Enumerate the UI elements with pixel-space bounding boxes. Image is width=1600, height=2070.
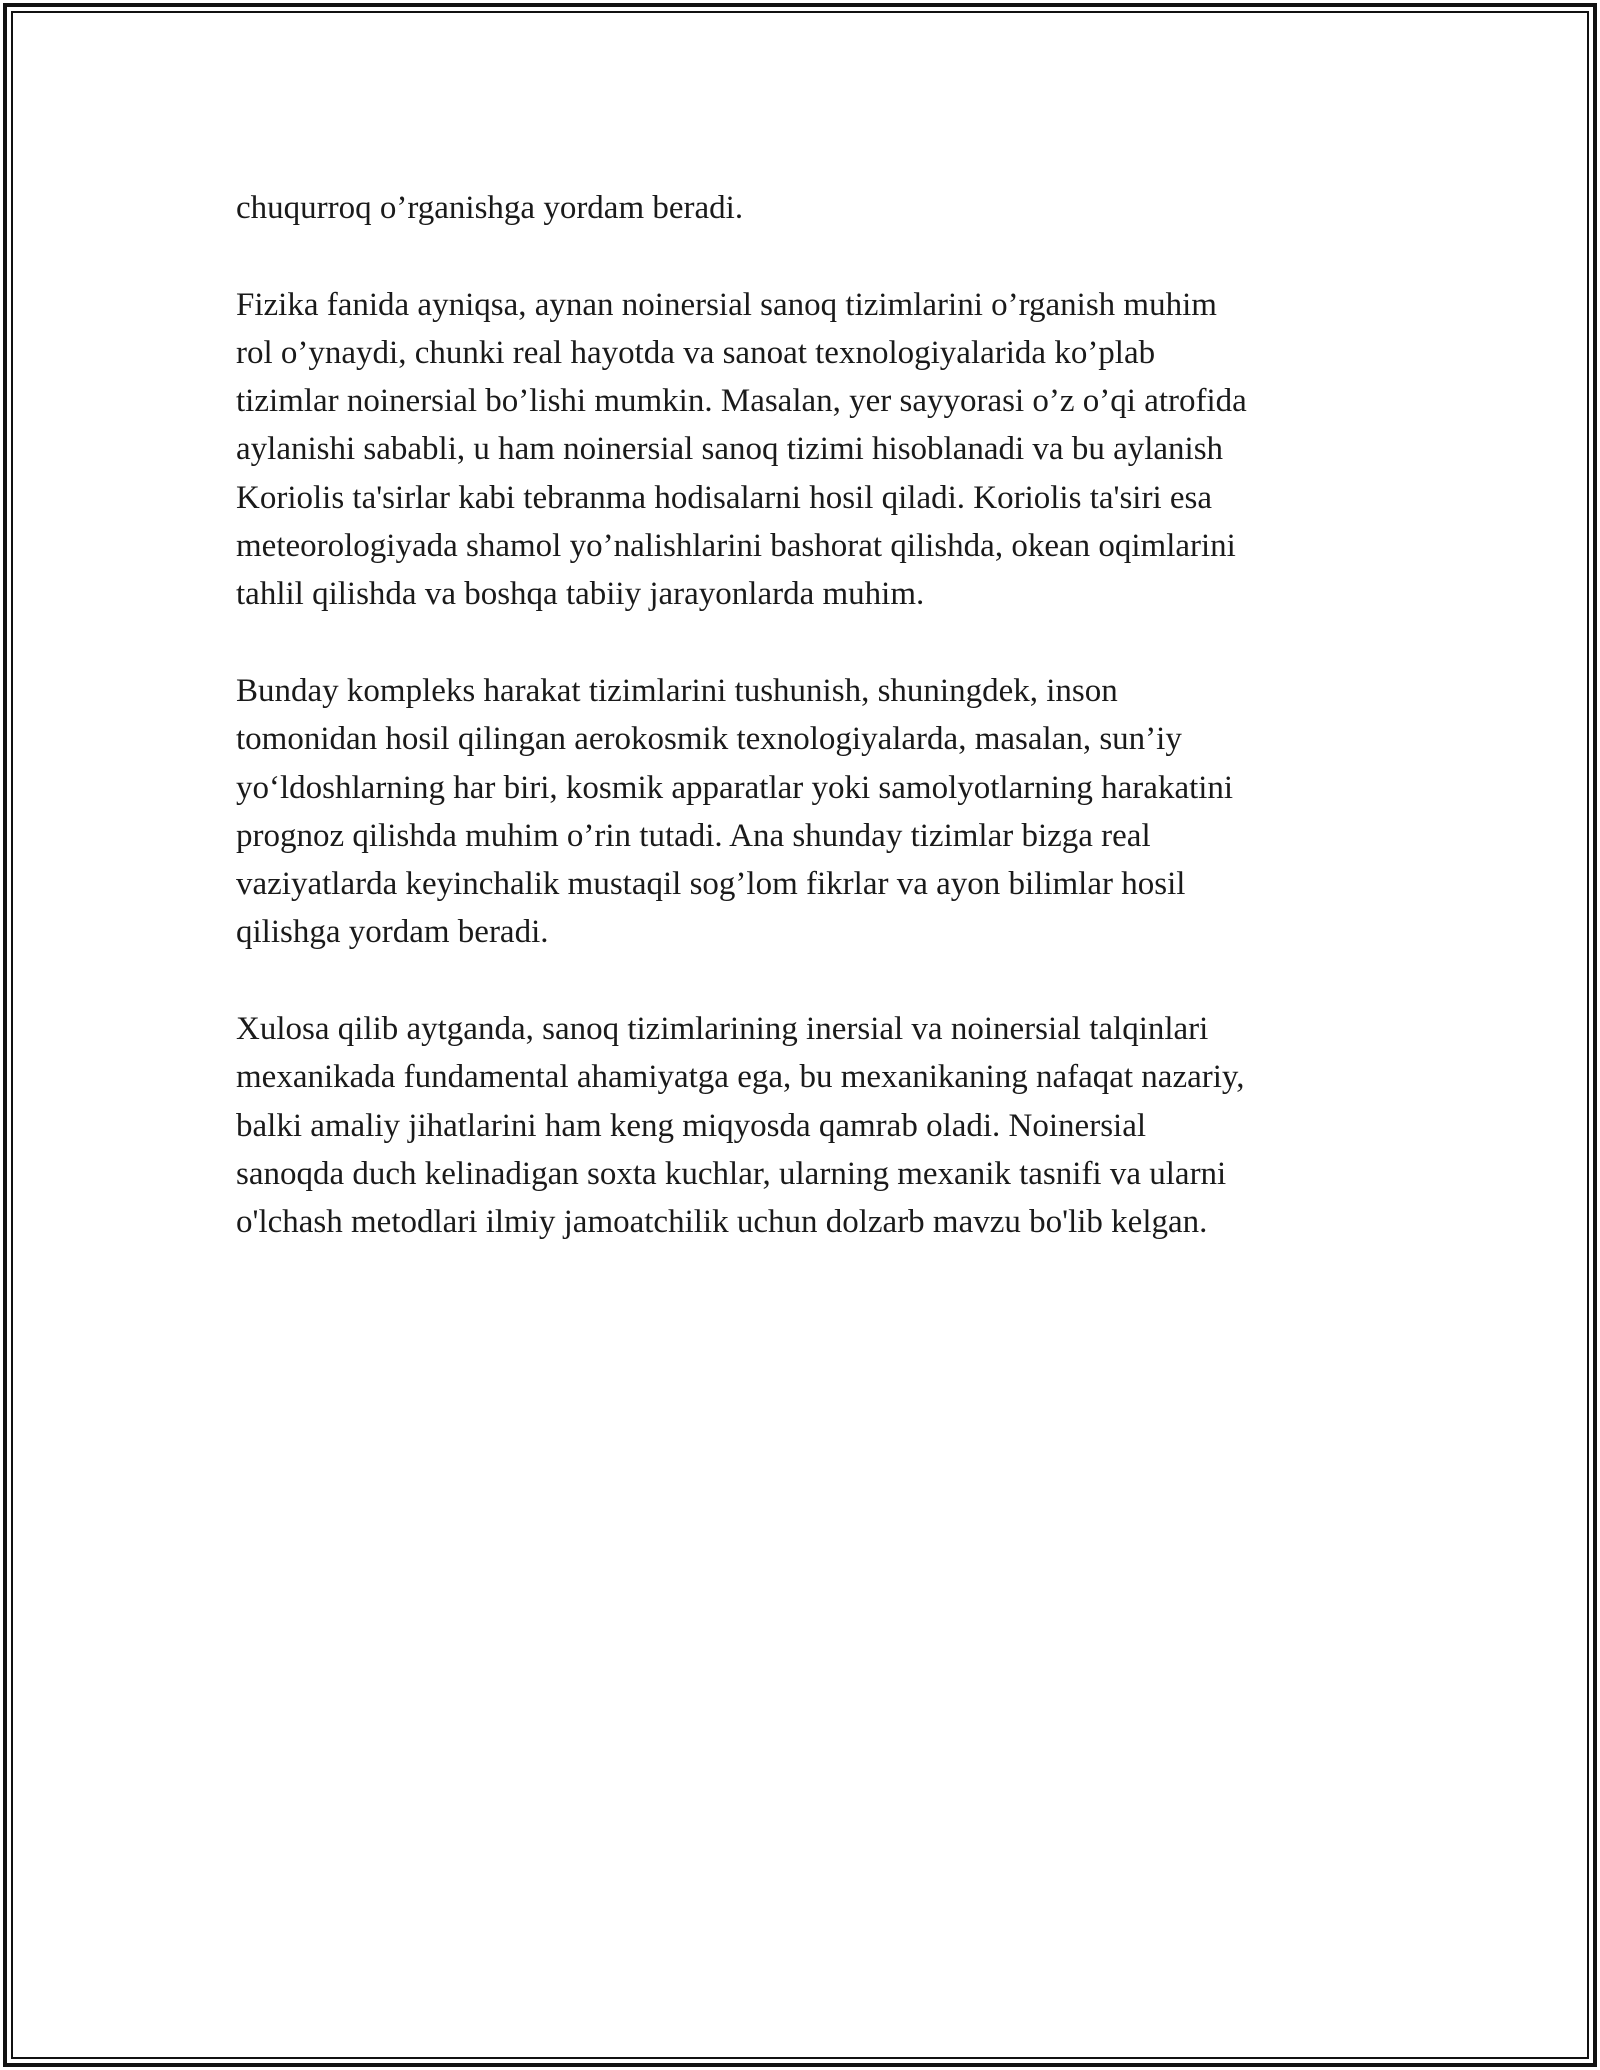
document-body <box>236 184 1386 1247</box>
paragraph-spacer <box>236 232 1386 280</box>
text-line: meteorologiyada shamol yo’nalishlarini bashorat qilishda, okean oqimlarini <box>236 528 1236 565</box>
text-line: Koriolis ta'sirlar kabi tebranma hodisalarni hosil qiladi. Koriolis ta'siri esa <box>236 479 1213 516</box>
text-line: tomonidan hosil qilingan aerokosmik texnologiyalarda, masalan, sun’iy <box>236 721 1182 758</box>
text-line: chuqurroq o’rganishga yordam beradi. <box>236 190 744 226</box>
text-line: Xulosa qilib aytganda, sanoq tizimlarining inersial va noinersial talqinlari <box>236 1011 1209 1048</box>
text-line: tizimlar noinersial bo’lishi mumkin. Masalan, yer sayyorasi o’z o’qi atrofida <box>236 383 1247 420</box>
text-line: o'lchash metodlari ilmiy jamoatchilik uchun dolzarb mavzu bo'lib kelgan. <box>236 1204 1208 1241</box>
paragraph-4 <box>236 1005 1386 1246</box>
paragraph-1 <box>236 184 1386 232</box>
paragraph-2 <box>236 281 1386 619</box>
paragraph-spacer <box>236 619 1386 667</box>
text-line: vaziyatlarda keyinchalik mustaqil sog’lom fikrlar va ayon bilimlar hosil <box>236 866 1186 903</box>
text-line: balki amaliy jihatlarini ham keng miqyosda qamrab oladi. Noinersial <box>236 1107 1147 1144</box>
text-line: prognoz qilishda muhim o’rin tutadi. Ana shunday tizimlar bizga real <box>236 817 1151 854</box>
text-line: Bunday kompleks harakat tizimlarini tushunish, shuningdek, inson <box>236 672 1118 709</box>
text-line: tahlil qilishda va boshqa tabiiy jarayonlarda muhim. <box>236 576 925 613</box>
paragraph-3 <box>236 667 1386 957</box>
text-line: yo‘ldoshlarning har biri, kosmik apparatlar yoki samolyotlarning harakatini <box>236 769 1234 806</box>
text-line: aylanishi sababli, u ham noinersial sanoq tizimi hisoblanadi va bu aylanish <box>236 431 1224 468</box>
text-line: rol o’ynaydi, chunki real hayotda va sanoat texnologiyalarida ko’plab <box>236 334 1156 371</box>
text-line: qilishga yordam beradi. <box>236 914 549 951</box>
paragraph-spacer <box>236 957 1386 1005</box>
text-line: sanoqda duch kelinadigan soxta kuchlar, ularning mexanik tasnifi va ularni <box>236 1155 1227 1192</box>
text-line: mexanikada fundamental ahamiyatga ega, bu mexanikaning nafaqat nazariy, <box>236 1059 1245 1096</box>
text-line: Fizika fanida ayniqsa, aynan noinersial sanoq tizimlarini o’rganish muhim <box>236 286 1217 323</box>
